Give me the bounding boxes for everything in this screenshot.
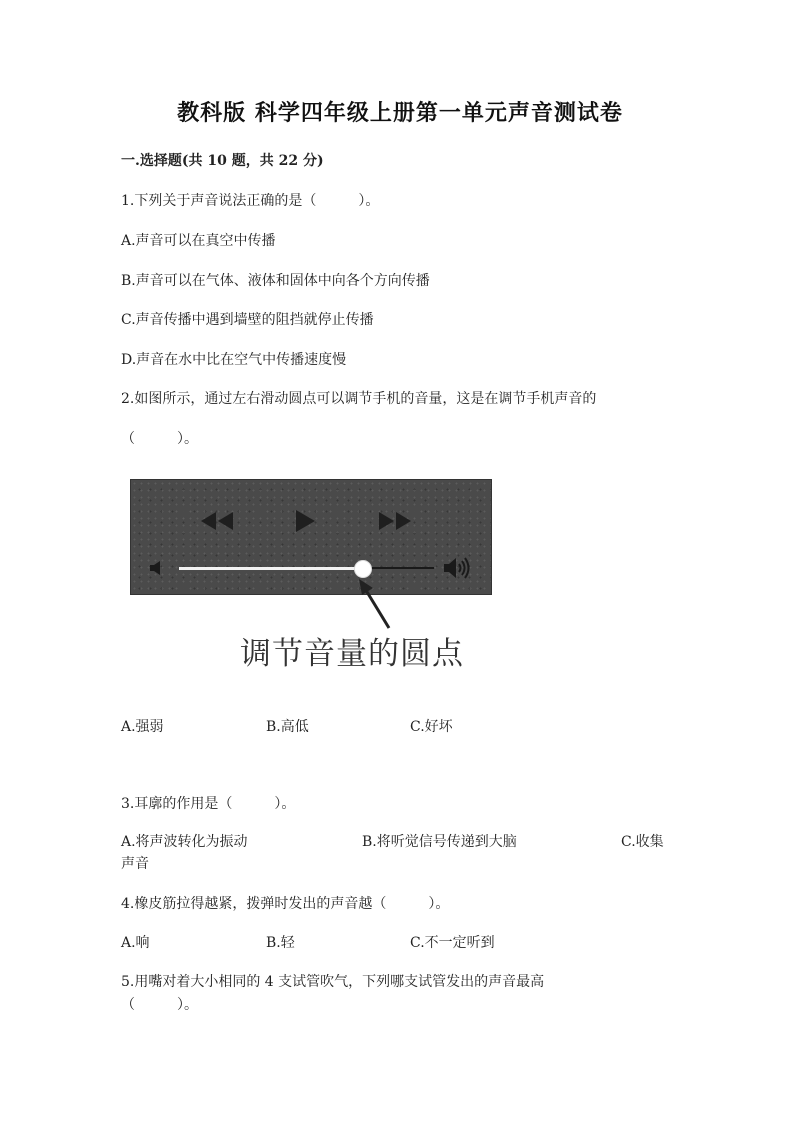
question-5-stem: 5.用嘴对着大小相同的 4 支试管吹气，下列哪支试管发出的声音最高 bbox=[121, 974, 545, 990]
question-4-option-c: C.不一定听到 bbox=[410, 935, 495, 951]
question-2-option-a: A.强弱 bbox=[121, 719, 164, 735]
question-4-stem: 4.橡皮筋拉得越紧，拨弹时发出的声音越（ ）。 bbox=[121, 896, 450, 912]
section-heading: 一.选择题(共 10 题，共 22 分) bbox=[121, 153, 324, 169]
question-2-option-b: B.高低 bbox=[266, 719, 309, 735]
question-3-option-c: C.收集 bbox=[621, 834, 664, 850]
question-1-option-d: D.声音在水中比在空气中传播速度慢 bbox=[121, 352, 347, 368]
question-2-stem-continued: （ ）。 bbox=[121, 431, 198, 447]
question-3-option-c-continued: 声音 bbox=[121, 856, 149, 872]
volume-track-filled bbox=[179, 567, 363, 570]
pointer-arrow-icon bbox=[355, 578, 395, 630]
question-3-stem: 3.耳廓的作用是（ ）。 bbox=[121, 796, 296, 812]
question-1-option-c: C.声音传播中遇到墙壁的阻挡就停止传播 bbox=[121, 312, 374, 328]
volume-track-empty bbox=[363, 567, 434, 569]
question-1-option-a: A.声音可以在真空中传播 bbox=[121, 233, 276, 249]
question-4-option-a: A.响 bbox=[121, 935, 150, 951]
page-title: 教科版 科学四年级上册第一单元声音测试卷 bbox=[177, 100, 623, 126]
question-3-option-b: B.将听觉信号传递到大脑 bbox=[362, 834, 517, 850]
play-icon[interactable] bbox=[293, 508, 317, 534]
question-2-stem: 2.如图所示，通过左右滑动圆点可以调节手机的音量，这是在调节手机声音的 bbox=[121, 391, 597, 407]
question-2-option-c: C.好坏 bbox=[410, 719, 453, 735]
speaker-high-icon[interactable] bbox=[443, 556, 471, 580]
speaker-low-icon[interactable] bbox=[149, 560, 163, 576]
volume-slider-knob[interactable] bbox=[354, 560, 372, 578]
media-player-figure bbox=[130, 479, 492, 595]
question-1-stem: 1.下列关于声音说法正确的是（ ）。 bbox=[121, 193, 380, 209]
rewind-icon[interactable] bbox=[199, 510, 235, 532]
figure-caption: 调节音量的圆点 bbox=[240, 636, 464, 672]
question-1-option-b: B.声音可以在气体、液体和固体中向各个方向传播 bbox=[121, 273, 430, 289]
fast-forward-icon[interactable] bbox=[377, 510, 413, 532]
question-4-option-b: B.轻 bbox=[266, 935, 295, 951]
question-5-stem-continued: （ ）。 bbox=[121, 997, 198, 1013]
question-3-option-a: A.将声波转化为振动 bbox=[121, 834, 248, 850]
